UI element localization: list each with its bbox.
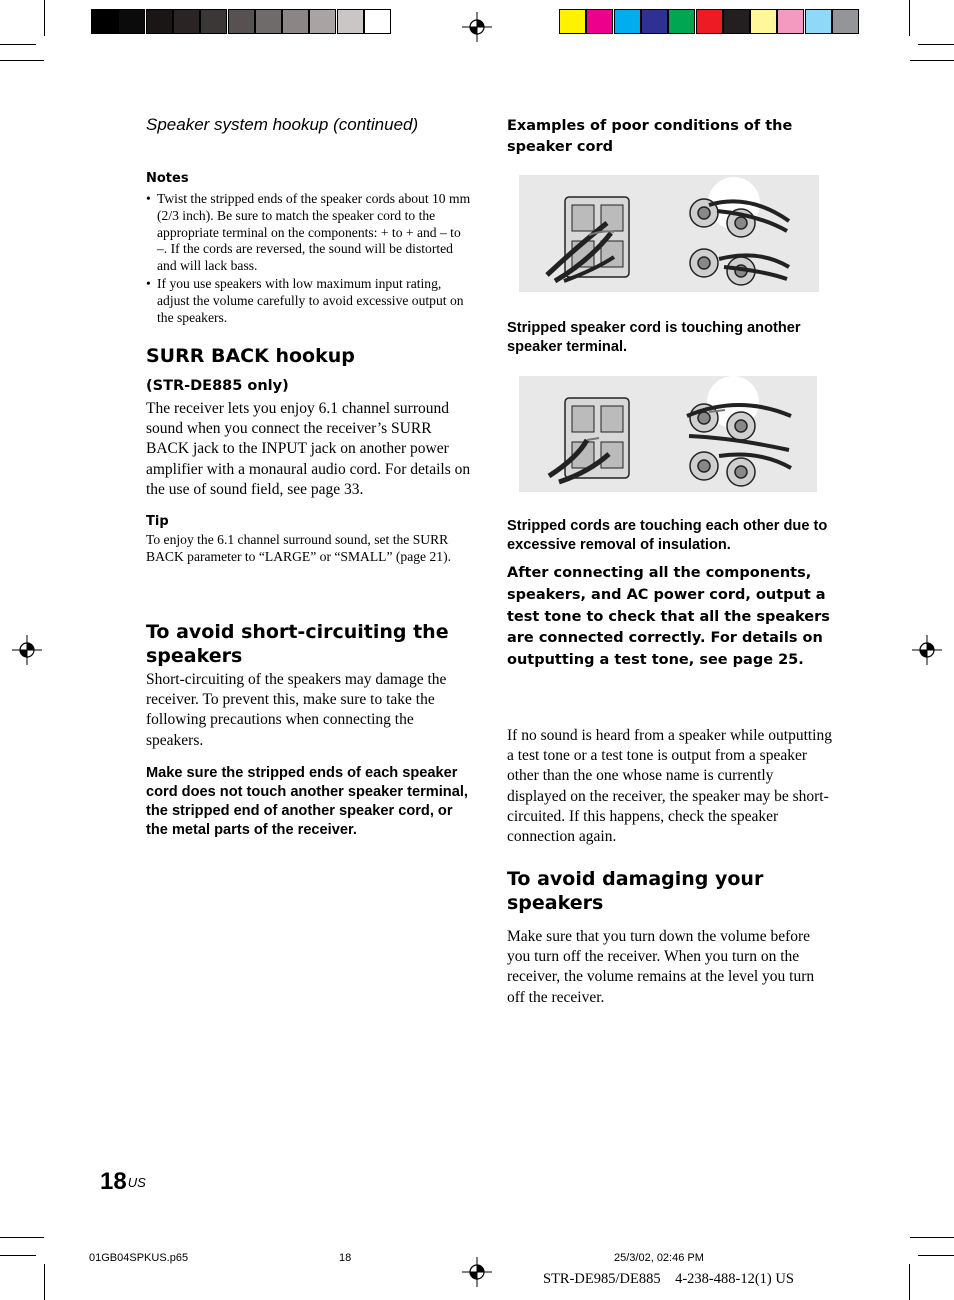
test-tone-instruction: After connecting all the components, speakers, and AC power cord, output a test tone to check that all the speakers are connected correctly. For details on outputting a test tone, see page 25.	[507, 565, 830, 669]
page-number	[100, 1167, 146, 1197]
gray-swatch	[309, 9, 336, 34]
gray-swatch	[200, 9, 227, 34]
crosshair-icon	[462, 12, 492, 42]
footer-file-name: 01GB04SPKUS.p65	[89, 1252, 189, 1264]
examples-heading: Examples of poor conditions of the speaker cord	[507, 118, 793, 155]
section-continued-title: Speaker system hookup (continued)	[146, 115, 419, 134]
footer-sheet-number: 18	[339, 1252, 352, 1264]
list-item: • If you use speakers with low maximum input rating, adjust the volume carefully to avoid excessive output on the speakers.	[146, 276, 471, 326]
short-circuit-body: Short-circuiting of the speakers may damage the receiver. To prevent this, make sure to take the following precautions when connecting the speakers.	[146, 671, 447, 749]
caption-1: Stripped speaker cord is touching another speaker terminal.	[507, 320, 801, 356]
crosshair-icon	[12, 635, 42, 665]
color-swatch	[614, 9, 641, 34]
crosshair-icon	[912, 635, 942, 665]
gray-swatch	[173, 9, 200, 34]
list-item: • Twist the stripped ends of the speaker cords about 10 mm (2/3 inch). Be sure to match the speaker cord to the appropriate terminal on the components: + to + and – to –. If the cords are reversed, the sound will be distorted and will lack bass.	[146, 191, 471, 275]
caption-2: Stripped cords are touching each other due to excessive removal of insulation.	[507, 518, 828, 554]
color-swatch	[586, 9, 613, 34]
short-circuit-warning: Make sure the stripped ends of each speaker cord does not touch another speaker terminal, the stripped end of another speaker cord, or the metal parts of the receiver.	[146, 764, 468, 839]
short-circuit-heading: To avoid short-circuiting the speakers	[146, 621, 449, 667]
damage-body: Make sure that you turn down the volume before you turn off the receiver. When you turn on the receiver, the volume remains at the level you turn off the receiver.	[507, 928, 815, 1006]
damage-heading: To avoid damaging your speakers	[507, 868, 764, 914]
surr-back-body: The receiver lets you enjoy 6.1 channel surround sound when you connect the receiver’s SURR BACK jack to the INPUT jack on another power amplifier with a monaural audio cord. For details on the use of sound field, see page 33.	[146, 400, 471, 498]
color-swatch	[696, 9, 723, 34]
gray-swatch	[91, 9, 118, 34]
color-swatch	[668, 9, 695, 34]
speaker-cord-illustration-2	[519, 376, 817, 492]
gray-swatch	[146, 9, 173, 34]
gray-swatch	[228, 9, 255, 34]
gray-swatch	[255, 9, 282, 34]
notes-list	[146, 191, 471, 326]
notes-title: Notes	[146, 171, 189, 186]
gray-swatch	[364, 9, 391, 34]
page-number-value: 18	[100, 1168, 127, 1195]
tip-body: To enjoy the 6.1 channel surround sound, set the SURR BACK parameter to “LARGE” or “SMALL” (page 21).	[146, 532, 452, 564]
gray-swatch	[337, 9, 364, 34]
color-swatch	[723, 9, 750, 34]
color-swatch	[777, 9, 804, 34]
no-sound-body: If no sound is heard from a speaker while outputting a test tone or a test tone is output from a speaker other than the one whose name is currently displayed on the receiver, the speaker may be short-circuited. If this happens, check the speaker connection again.	[507, 727, 832, 846]
color-swatch	[805, 9, 832, 34]
surr-back-subheading: (STR-DE885 only)	[146, 378, 289, 394]
color-swatch	[641, 9, 668, 34]
gray-swatch	[282, 9, 309, 34]
color-swatch	[750, 9, 777, 34]
surr-back-heading: SURR BACK hookup	[146, 345, 355, 367]
gray-swatch	[118, 9, 145, 34]
speaker-cord-illustration-1	[519, 175, 819, 292]
color-swatch	[559, 9, 586, 34]
tip-title: Tip	[146, 514, 169, 530]
footer-timestamp: 25/3/02, 02:46 PM	[614, 1252, 704, 1264]
crosshair-icon	[462, 1257, 492, 1287]
color-swatch	[832, 9, 859, 34]
page-number-suffix: US	[127, 1175, 146, 1190]
footer-model-info: STR-DE985/DE885 4-238-488-12(1) US	[543, 1271, 794, 1287]
